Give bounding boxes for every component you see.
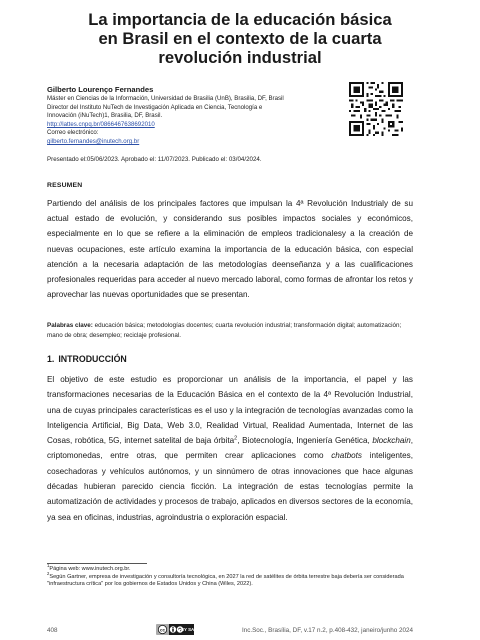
body-text-run: , Biotecnología, Ingeniería Genética,	[237, 436, 373, 446]
title-line: en Brasil en el contexto de la cuarta	[98, 29, 382, 48]
body-text-run: inteligentes, cosechadoras y vehículos autónomos, y un sinnúmero de otras innovaciones que hace algunas décadas hubieran parecido ciencia ficción. La integración de estas tecnologías permite la automatización de actividades y procesos de trabajo, aplicados en diversos sectores de la economía, ya sea en oficinas, industrias, agroindustria o exploración espacial.	[47, 451, 413, 522]
section-heading	[47, 354, 127, 364]
footnote-number: 2	[47, 570, 50, 576]
section-title: INTRODUCCIÓN	[58, 354, 127, 364]
body-paragraph	[47, 372, 413, 525]
title-line: La importancia de la educación básica	[88, 10, 392, 29]
abstract-text: Partiendo del análisis de los principales factores que impulsan la 4ª Revolución Industrialy de su actual estado de evolución, y considerando sus posibles impactos sociales y económicos, especialmente en lo que se refiere a la eliminación de empleos tradicionalesy a la creación de nuevas ocupaciones, este artículo examina la importancia de la educación básica, con especial atención a la necesaria adaptación de las metodologías deenseñanza y a las cualificaciones profesionales requeridas para acceder al nuevo mercado laboral, como formas de afrontar los retos y aprovechar las nuevas oportunidades que se presentan.	[47, 199, 413, 300]
publication-dates: Presentado el:05/06/2023. Aprobado el: 11/07/2023. Publicado el: 03/04/2024.	[47, 156, 262, 163]
body-italic-term: blockchain	[372, 436, 411, 446]
keywords-text: educación básica; metodologías docentes; cuarta revolución industrial; transformación digital; automatización; mano de obra; desempleo; reciclaje profesional.	[47, 322, 402, 339]
abstract-heading: RESUMEN	[47, 182, 83, 189]
paper-title	[60, 10, 420, 67]
footnote-text: Según Gartner, empresa de investigación y consultoría tecnológica, en 2027 la red de satélites de órbita terrestre baja debería ser considerada "infraestructura crítica" por los gobiernos de Estados Unidos y China (Wiles, 2022).	[47, 573, 404, 587]
footnote-number: 1	[47, 563, 50, 569]
author-affiliation	[47, 95, 347, 147]
affiliation-line: Máster en Ciencias de la Información, Universidad de Brasilia (UnB), Brasilia, DF, Brasil	[47, 95, 284, 102]
body-text-run: , criptomonedas, entre otras, que permiten crear aplicaciones como	[47, 436, 413, 461]
svg-text:cc: cc	[159, 627, 166, 633]
body-text-run: El objetivo de este estudio es proporcionar un análisis de la importancia, el papel y las transformaciones necesarias de la Educación Básica en el contexto de la 4ª Revolución Industrial, una de cuyas principales características es el uso y la integración de tecnologías avanzadas como la Inteligencia Artificial, Big Data, Web 3.0, Realidad Virtual, Realidad Aumentada, Internet de las Cosas, robótica, 5G, internet satelital de baja órbita	[47, 375, 413, 446]
keywords	[47, 321, 413, 340]
page-number: 408	[47, 627, 58, 634]
author-name: Gilberto Lourenço Fernandes	[47, 85, 154, 94]
email-label: Correo electrónico:	[47, 129, 99, 137]
footnote-2	[47, 570, 413, 588]
footnote-divider	[47, 563, 147, 564]
title-line: revolución industrial	[158, 48, 322, 67]
footnote-text: Página web: www.inutech.org.br.	[49, 566, 131, 572]
section-number: 1.	[47, 354, 55, 364]
cc-license-icon	[156, 624, 194, 635]
lattes-link[interactable]: http://lattes.cnpq.br/0866467638692010	[47, 120, 155, 128]
author-block	[47, 85, 347, 147]
affiliation-line: Innovación (iNuTech)1, Brasilia, DF, Brasil.	[47, 112, 163, 120]
license-label: BY SA	[180, 627, 194, 633]
email-link[interactable]: gilberto.fernandes@inutech.org.br	[47, 137, 140, 145]
footnote-ref[interactable]: 2	[234, 435, 238, 442]
affiliation-line: Director del Instituto NuTech de Investigación Aplicada en Ciencia, Tecnología e	[47, 103, 263, 111]
footnotes	[47, 563, 413, 589]
qr-code-icon	[349, 82, 403, 136]
journal-citation: Inc.Soc., Brasília, DF, v.17 n.2, p.408-432, janeiro/junho 2024	[241, 627, 413, 634]
body-italic-term: chatbots	[331, 451, 362, 461]
footnote-1	[47, 563, 413, 573]
keywords-label: Palabras clave:	[47, 322, 93, 329]
